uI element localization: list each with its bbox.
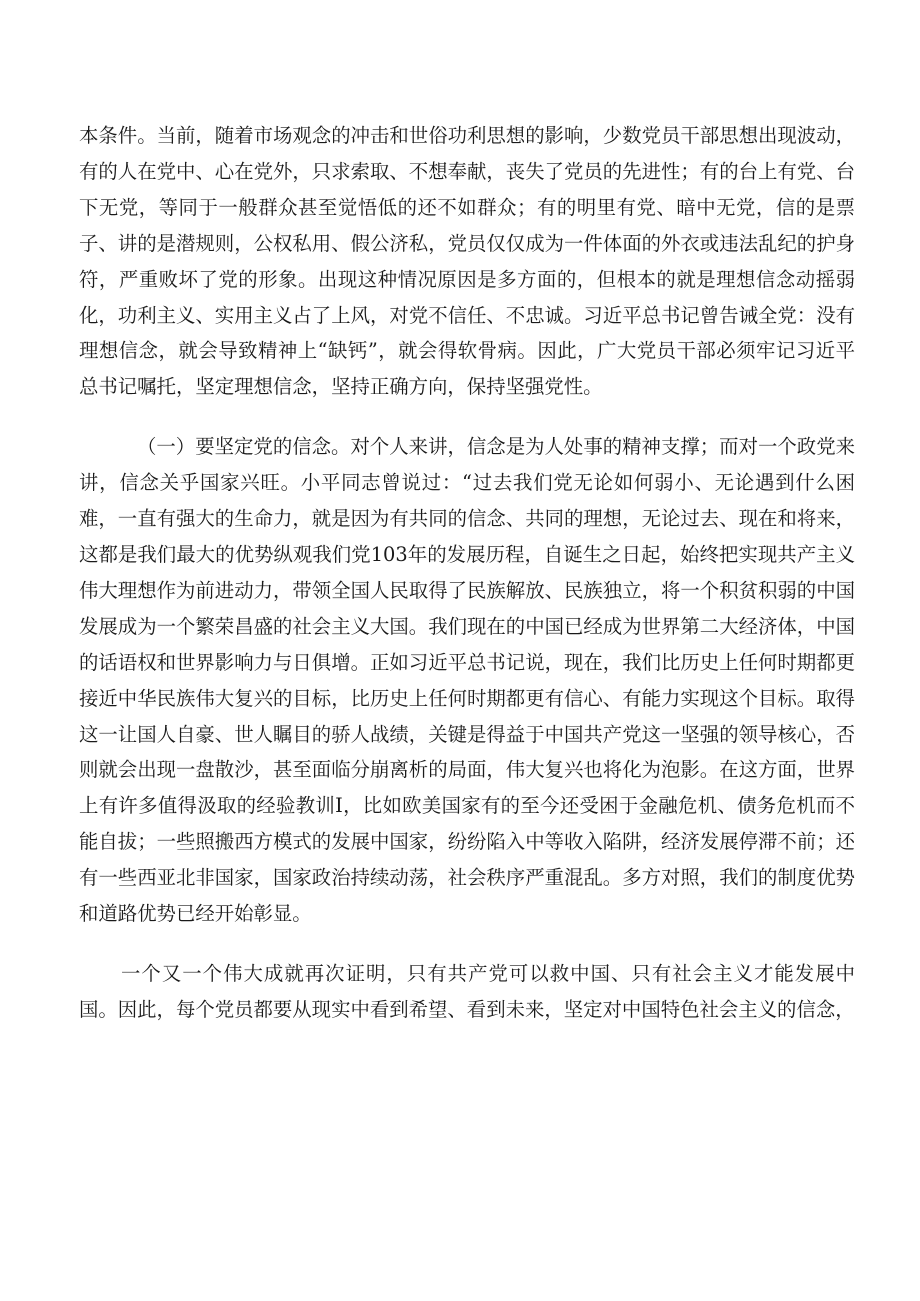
paragraph-3: 一个又一个伟大成就再次证明，只有共产党可以救中国、只有社会主义才能发展中国。因此，每个党员都要从现实中看到希望、看到未来，坚定对中国特色社会主义的信念， (79, 961, 855, 1021)
paragraph-1: 本条件。当前，随着市场观念的冲击和世俗功利思想的影响，少数党员干部思想出现波动，有的人在党中、心在党外，只求索取、不想奉献，丧失了党员的先进性；有的台上有党、台下无党，等同于一般群众甚至觉悟低的还不如群众；有的明里有党、暗中无党，信的是票子、讲的是潜规则，公权私用、假公济私，党员仅仅成为一件体面的外衣或违法乱纪的护身符，严重败坏了党的形象。出现这种情况原因是多方面的，但根本的就是理想信念动摇弱化，功利主义、实用主义占了上风，对党不信任、不忠诚。习近平总书记曾告诫全党：没有理想信念，就会导致精神上“缺钙”，就会得软骨病。因此，广大党员干部必须牢记习近平总书记嘱托，坚定理想信念，坚持正确方向，保持坚强党性。 (79, 124, 855, 399)
paragraph-2: （一）要坚定党的信念。对个人来讲，信念是为人处事的精神支撑；而对一个政党来讲，信念关乎国家兴旺。小平同志曾说过：“过去我们党无论如何弱小、无论遇到什么困难，一直有强大的生命力，就是因为有共同的信念、共同的理想，无论过去、现在和将来，这都是我们最大的优势纵观我们党103年的发展历程，自诞生之日起，始终把实现共产主义伟大理想作为前进动力，带领全国人民取得了民族解放、民族独立，将一个积贫积弱的中国发展成为一个繁荣昌盛的社会主义大国。我们现在的中国已经成为世界第二大经济体，中国的话语权和世界影响力与日俱增。正如习近平总书记说，现在，我们比历史上任何时期都更接近中华民族伟大复兴的目标，比历史上任何时期都更有信心、有能力实现这个目标。取得这一让国人自豪、世人瞩目的骄人战绩，关键是得益于中国共产党这一坚强的领导核心，否则就会出现一盘散沙，甚至面临分崩离析的局面，伟大复兴也将化为泡影。在这方面，世界上有许多值得汲取的经验教训I，比如欧美国家有的至今还受困于金融危机、债务危机而不能自拔；一些照搬西方模式的发展中国家，纷纷陷入中等收入陷阱，经济发展停滞不前；还有一些西亚北非国家，国家政治持续动荡，社会秩序严重混乱。多方对照，我们的制度优势和道路优势已经开始彰显。 (79, 435, 855, 926)
document-body (79, 118, 855, 1028)
paragraph-spacer (79, 405, 855, 429)
paragraph-spacer (79, 932, 855, 956)
